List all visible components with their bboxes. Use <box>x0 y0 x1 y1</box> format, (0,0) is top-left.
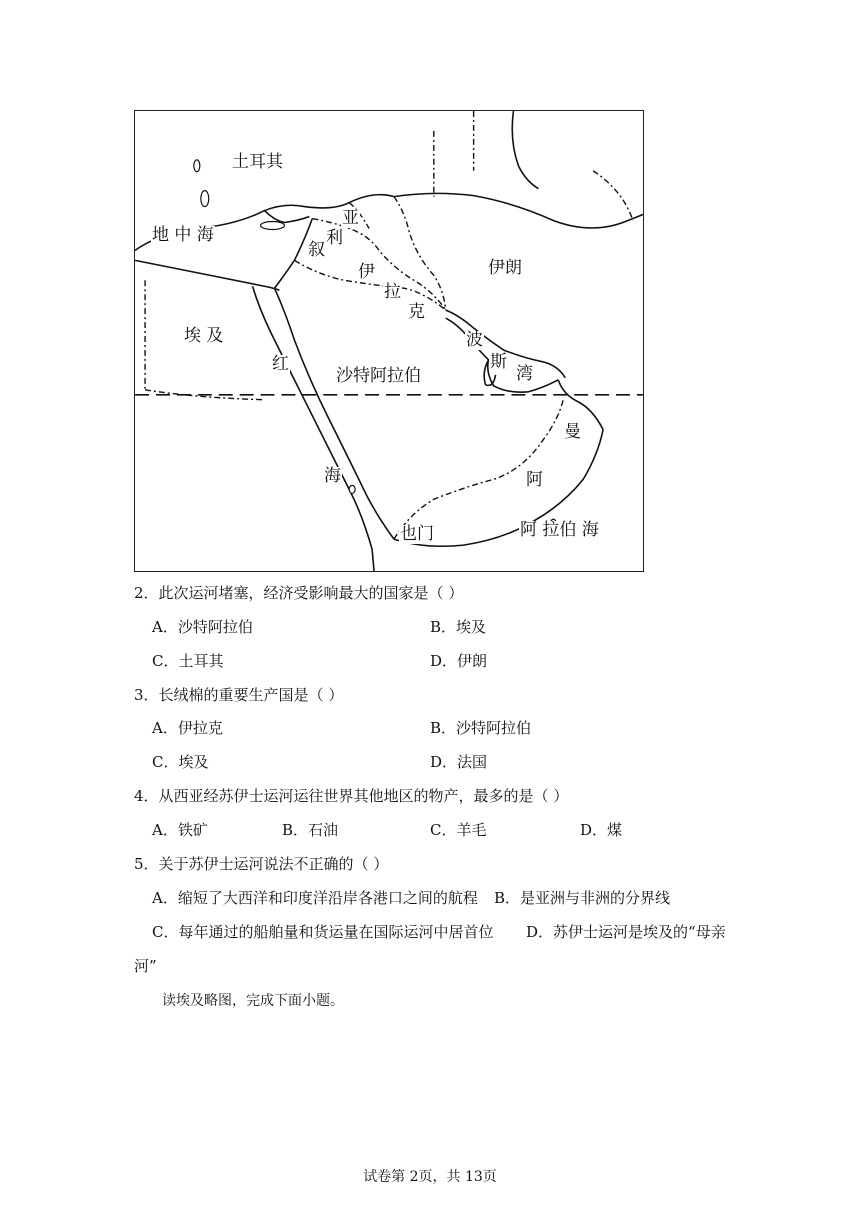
question-4-option-b[interactable]: B．石油 <box>282 821 339 839</box>
question-5-option-b[interactable]: B．是亚洲与非洲的分界线 <box>494 889 671 907</box>
label-iraq-1: 伊 <box>358 262 375 282</box>
question-2-stem: 2．此次运河堵塞，经济受影响最大的国家是（ ） <box>134 584 464 602</box>
page-footer: 试卷第 2页，共 13页 <box>363 1169 497 1185</box>
question-3-option-a[interactable]: A．伊拉克 <box>152 719 223 737</box>
label-oman-1: 曼 <box>564 422 581 442</box>
label-gulf-2: 斯 <box>490 352 507 372</box>
question-4-stem: 4．从西亚经苏伊士运河运往世界其他地区的物产，最多的是（ ） <box>134 787 569 805</box>
question-5-option-c[interactable]: C．每年通过的船舶量和货运量在国际运河中居首位 <box>152 923 494 941</box>
label-gulf-1: 波 <box>466 330 483 350</box>
label-iran: 伊朗 <box>488 258 522 278</box>
label-syria-1: 叙 <box>308 240 325 260</box>
question-5-stem: 5．关于苏伊士运河说法不正确的（ ） <box>134 855 389 873</box>
label-iraq-3: 克 <box>408 302 425 322</box>
question-2-option-c[interactable]: C．土耳其 <box>152 652 224 670</box>
label-iraq-2: 拉 <box>384 282 401 302</box>
label-red-sea-1: 红 <box>272 354 289 374</box>
question-2-option-d[interactable]: D．伊朗 <box>430 652 488 670</box>
middle-east-map <box>134 110 644 572</box>
label-red-sea-2: 海 <box>324 466 341 486</box>
label-syria-3: 亚 <box>342 208 359 228</box>
label-syria-2: 利 <box>326 228 343 248</box>
label-saudi-arabia: 沙特阿拉伯 <box>336 366 421 386</box>
question-5-option-a[interactable]: A．缩短了大西洋和印度洋沿岸各港口之间的航程 <box>152 889 478 907</box>
label-egypt: 埃 及 <box>184 326 224 346</box>
question-3-option-c[interactable]: C．埃及 <box>152 753 209 771</box>
question-4-option-c[interactable]: C．羊毛 <box>430 821 487 839</box>
question-4-option-a[interactable]: A．铁矿 <box>152 821 208 839</box>
question-2-option-a[interactable]: A．沙特阿拉伯 <box>152 618 253 636</box>
label-arabian-sea: 阿 拉伯 海 <box>520 520 599 540</box>
question-3-stem: 3．长绒棉的重要生产国是（ ） <box>134 686 344 704</box>
instruction-text: 读埃及略图，完成下面小题。 <box>162 993 344 1009</box>
label-yemen: 也门 <box>400 524 434 544</box>
question-5-option-d-continued: 河” <box>134 957 157 975</box>
label-gulf-3: 湾 <box>516 364 533 384</box>
label-mediterranean: 地 中 海 <box>152 225 214 245</box>
label-turkey: 土耳其 <box>232 152 283 172</box>
question-2-option-b[interactable]: B．埃及 <box>430 618 487 636</box>
question-4-option-d[interactable]: D．煤 <box>580 821 623 839</box>
question-3-option-b[interactable]: B．沙特阿拉伯 <box>430 719 532 737</box>
label-oman-2: 阿 <box>526 470 543 490</box>
question-3-option-d[interactable]: D．法国 <box>430 753 488 771</box>
question-5-option-d[interactable]: D．苏伊士运河是埃及的“母亲 <box>526 923 726 941</box>
